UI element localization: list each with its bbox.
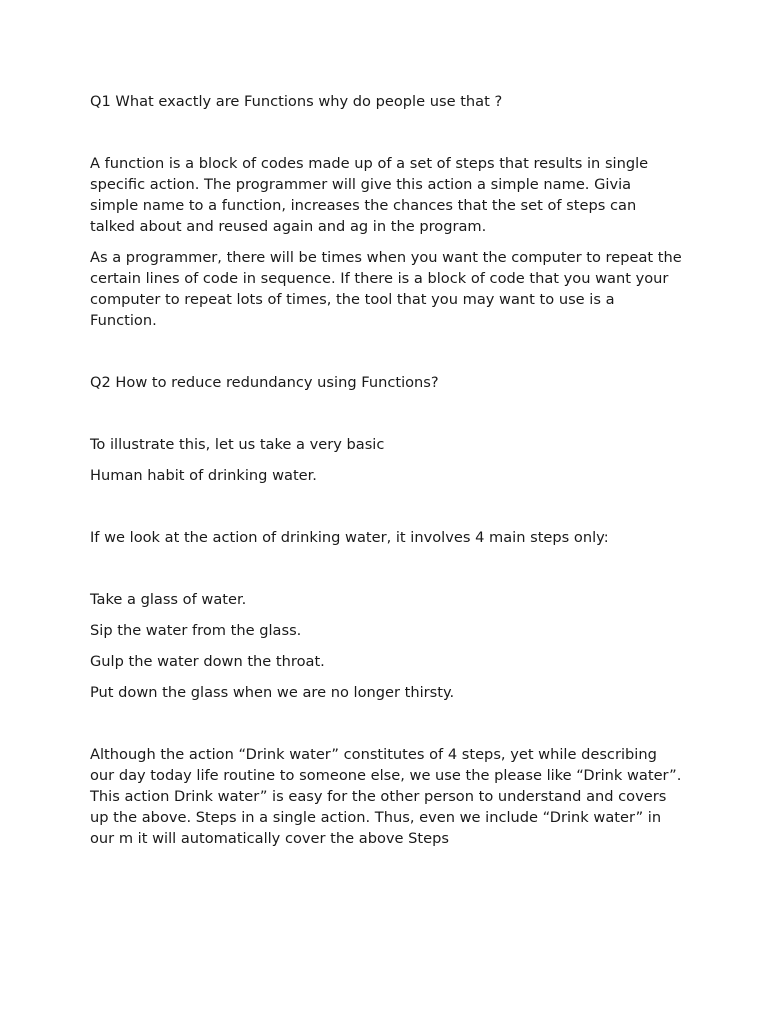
question-2-heading: Q2 How to reduce redundancy using Functions?	[90, 374, 439, 391]
question-2-intro-line-1: To illustrate this, let us take a very basic	[90, 436, 385, 453]
conclusion-paragraph: Although the action “Drink water” constitutes of 4 steps, yet while describing our day today life routine to someone else, we use the please like “Drink water”. This action Drink water” is easy for the other person to understand and covers up the above. Steps in a single action. Thus, even we include “Drink water” in our m it will automatically cover the above Steps	[90, 746, 682, 847]
step-1: Take a glass of water.	[90, 591, 247, 608]
step-3: Gulp the water down the throat.	[90, 653, 325, 670]
steps-intro: If we look at the action of drinking water, it involves 4 main steps only:	[90, 529, 609, 546]
question-2-intro-line-2: Human habit of drinking water.	[90, 467, 317, 484]
document-body	[90, 91, 682, 849]
question-1-paragraph-2: As a programmer, there will be times when you want the computer to repeat the certain lines of code in sequence. If there is a block of code that you want your computer to repeat lots of times, the tool that you may want to use is a Function.	[90, 249, 682, 329]
question-1-heading: Q1 What exactly are Functions why do people use that ?	[90, 93, 503, 110]
question-1-paragraph-1: A function is a block of codes made up of a set of steps that results in single specific action. The programmer will give this action a simple name. Givia simple name to a function, increases the chances that the set of steps can talked about and reused again and ag in the program.	[90, 155, 649, 235]
step-2: Sip the water from the glass.	[90, 622, 302, 639]
step-4: Put down the glass when we are no longer thirsty.	[90, 684, 455, 701]
